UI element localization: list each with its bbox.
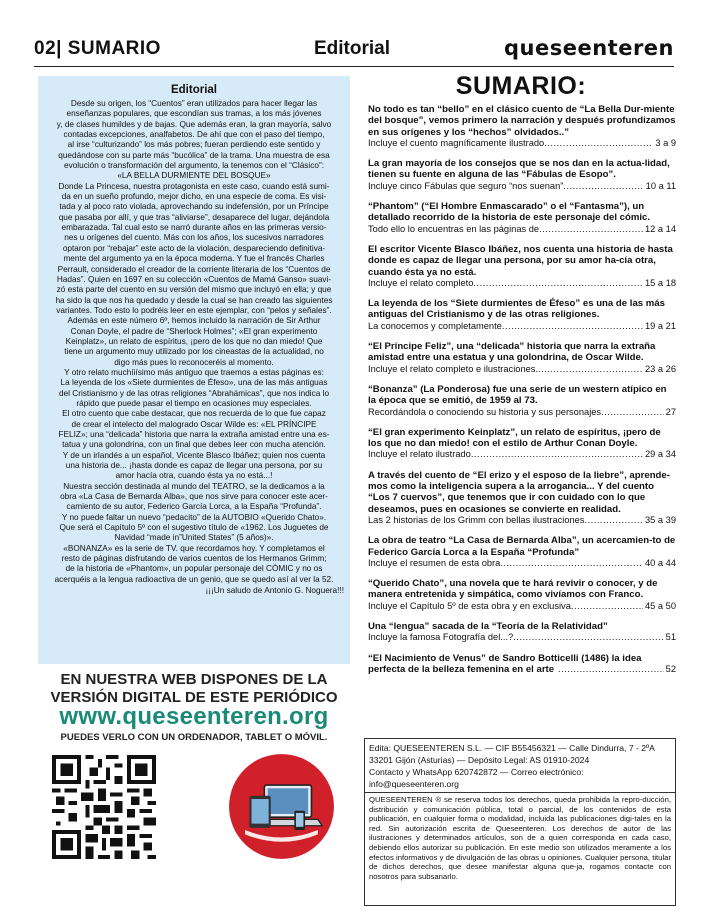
sumario-item[interactable] [368, 427, 676, 461]
sumario-headline: “El gran experimento Keinplatz”, un relato de espíritus, ¡pero de los que no dan miedo! con el estilo de Arthur Conan Doyle. [368, 426, 661, 450]
editorial-line: que pasaba por allí, y que tras “aliviarse”, desaparece del lugar, dejándola [58, 212, 330, 222]
editorial-line: optaron por “rebajar” este acto de la violación, despareciendo definitiva- [62, 243, 326, 253]
sumario-item[interactable] [368, 244, 676, 289]
editorial-line: tada y al poco rato violada, aprovechando su indefensión, por un Príncipe [59, 202, 329, 212]
web-promo-subline: PUEDES VERLO CON UN ORDENADOR, TABLET O MÓVIL. [60, 732, 328, 743]
dot-leader [544, 138, 653, 149]
editorial-line: Y de un irlandés a un español, Vicente Blasco Ibáñez; quien nos cuenta [62, 450, 326, 460]
sumario-pages: 29 a 34 [644, 449, 676, 460]
dot-leader [473, 278, 643, 289]
sumario-headline: La obra de teatro “La Casa de Bernarda Alba”, un acercamien-to de Federico García Lorca a la España “Profunda” [368, 535, 676, 558]
credits-address: 33201 Gijón (Asturias) — Depósito Legal: AS 01910-2024 [369, 755, 590, 765]
sumario-desc-row [368, 407, 676, 418]
dot-leader [563, 181, 643, 192]
sumario-item[interactable] [368, 104, 676, 149]
editorial-line: de crear el intelecto del malogrado Oscar Wilde es: «EL PRÍNCIPE [71, 419, 317, 429]
dot-leader [571, 601, 643, 612]
sumario-headline: “Bonanza” (La Ponderosa) fue una serie de un western atípico en la época que se emitió, de 1959 al 73. [368, 383, 667, 407]
editorial-line: de la historia de «Phantom», un popular personaje del CÓMIC y no os [65, 564, 323, 574]
sumario-desc-row [368, 138, 676, 149]
page-header [34, 36, 674, 66]
sumario-description: Incluye cinco Fábulas que seguro “nos suenan” [368, 180, 564, 191]
sumario-title: SUMARIO: [455, 72, 587, 100]
sumario-headline-text: “El Nacimiento de Venus” de Sandro Botticelli (1486) la idea perfecta de la belleza femenina en el arte [368, 652, 642, 675]
sumario-item[interactable] [368, 621, 676, 644]
editorial-line: zó esta parte del cuento en su versión del mismo que incluyó en ella; y que [56, 285, 332, 295]
qr-code-icon[interactable] [52, 754, 156, 860]
dot-leader [471, 449, 643, 460]
page-number-section: 02| SUMARIO [34, 38, 161, 59]
sumario-headline: La gran mayoría de los consejos que se nos dan en la actua-lidad, tienen su fuente en alguna de las “Fábulas de Esopo”. [368, 158, 670, 181]
editorial-line: obra «La Casa de Bernarda Alba», que nos sirve para conocer este acer- [60, 492, 328, 502]
sumario-headline: El escritor Vicente Blasco Ibáñez, nos cuenta una historia de hasta donde es capaz de llegar una persona, por su amor ha-cía otra, cuando ésta ya no está. [368, 243, 673, 278]
editorial-line: Donde La Princesa, nuestra protagonista en este caso, cuando está sumi- [58, 181, 330, 191]
editorial-line: enseñanzas populares, que escondían sus tramas, a los más jóvenes [66, 109, 322, 119]
sumario-description: Incluye el Capítulo 5º de esta obra y en exclusiva [368, 600, 571, 611]
sumario-pages: 10 a 11 [645, 180, 676, 191]
editorial-line: rápido que puede pasar el tiempo en ocasiones muy especiales. [76, 398, 312, 408]
sumario-headline: “Phantom” (“El Hombre Enmascarado” o el “Fantasma”), un detallado recorrido de la historia de este personaje del cómic. [368, 201, 651, 224]
editorial-line: «BONANZA» es la serie de TV. que recordamos hoy. Y completamos el [63, 543, 325, 553]
editorial-line: Nuestra sección destinada al mundo del TEATRO, se la dedicamos a la [63, 481, 325, 491]
sumario-headline: “El Príncipe Feliz”, una “delicada” historia que narra la extraña amistad entre una estatua y una golondrina, de Oscar Wilde. [368, 341, 656, 364]
sumario-desc-row [368, 515, 676, 526]
editorial-line: Y no puede faltar un nuevo “pedacito” de la AUTOBIO «Querido Chato». [61, 512, 327, 522]
sumario-item[interactable] [368, 158, 676, 192]
editorial-line: «LA BELLA DURMIENTE DEL BOSQUE» [117, 171, 271, 181]
editorial-line: Keinplatz», un relato de espíritus, ¡pero de los que no dan miedo! Que [65, 336, 323, 346]
dot-leader [601, 407, 664, 418]
sumario-desc-row [368, 181, 676, 192]
editorial-line: embarazada. Tal cual esto se narró durante años en las primeras versio- [61, 223, 327, 233]
editorial-line: amor hacía otra, cuando ésta ya no está...! [115, 471, 273, 481]
sumario-desc-row [368, 601, 676, 612]
editorial-line: Hadas”. Quien en 1697 en su colección «Cuentos de Mamá Ganso» suavi- [56, 274, 332, 284]
sumario-pages: 12 a 14 [644, 223, 676, 234]
editorial-line: mente del argumento ya en la época moderna. Y fue el francés Charles [63, 254, 325, 264]
editorial-line: tiene un argumento muy utilizado por los cineastas de la actualidad, no [64, 347, 324, 357]
sumario-headline: Una “lengua” sacada de la “Teoría de la Relatividad” [368, 620, 608, 632]
dot-leader [538, 364, 643, 375]
editorial-line: digo más pues lo reconoceréis al momento. [114, 357, 274, 367]
sumario-description: Incluye la famosa Fotografía del...? [368, 632, 514, 643]
sumario-desc-row [368, 224, 676, 235]
web-promo-heading [38, 671, 350, 707]
editorial-line: evolución o transformación del argumento, la tenemos con el “Clásico”: [63, 161, 324, 171]
editorial-line: y, de clases humildes y de bajas. Que además eran, la gran mayoría, salvo [56, 119, 332, 129]
sumario-list [368, 104, 676, 684]
editorial-line: FELIZ»; una “delicada” historia que narra la extraña amistad entre una es- [58, 430, 330, 439]
sumario-desc-row [368, 364, 676, 375]
editorial-line: acerquéis a la lengua radioactiva de un genio, que se quedo así al ver la 52. [54, 574, 334, 584]
editorial-line: Además en este número 6º, hemos incluido la narración de Sir Arthur [67, 316, 321, 326]
sumario-description: Incluye el cuento magníficamente ilustrado [368, 137, 545, 148]
editorial-line: El otro cuento que cabe destacar, que nos recuerda de lo que fue capaz [62, 409, 326, 419]
editorial-line: al irse “culturizando” los más pobres; fueran perdiendo este sentido y [67, 140, 321, 150]
sumario-pages: 51 [665, 632, 676, 643]
sumario-desc-row [368, 278, 676, 289]
dot-leader [585, 515, 643, 526]
sumario-pages: 23 a 26 [644, 363, 676, 374]
editorial-signature: ¡¡¡Un saludo de Antonio G. Noguera!!! [205, 586, 344, 596]
dot-leader [539, 224, 643, 235]
sumario-desc-row [368, 449, 676, 460]
dot-leader [502, 321, 643, 332]
editorial-line: Conan Doyle, el padre de “Sherlock Holmes”; «El gran experimento [70, 326, 318, 336]
sumario-desc-row [368, 632, 676, 643]
devices-illustration-icon [228, 753, 335, 860]
dot-leader [558, 664, 664, 675]
sumario-headline: No todo es tan “bello” en el clásico cuento de “La Bella Dur-miente del bosque”, vemos primero la narración y después profundizamos en sus orígenes y los “hechos” olvidados..” [368, 104, 676, 138]
editorial-line: Navidad “made in”United States” (5 años)». [114, 533, 274, 543]
sumario-headline: La leyenda de los “Siete durmientes de Éfeso” es una de las más antiguas del Cristianismo y de las otras religiones. [368, 298, 665, 321]
dot-leader [500, 558, 643, 569]
sumario-description: Incluye el relato completo e ilustraciones. [368, 363, 539, 374]
sumario-pages: 27 [665, 406, 676, 417]
web-url-link[interactable]: www.queseenteren.org [59, 703, 329, 730]
editorial-line: da en un sueño profundo, mejor dicho, en una especie de coma. Es visi- [61, 192, 327, 202]
sumario-pages: 15 a 18 [644, 277, 676, 288]
editorial-line: ha sido la que nos ha quedado y desde la cual se han creado las siguientes [55, 295, 333, 305]
sumario-desc-row [368, 558, 676, 569]
sumario-headline: “Querido Chato”, una novela que te hará revivir o conocer, y de manera entretenida y simpática, como vivíamos con Franco. [368, 578, 658, 601]
credits-publisher: Edita: QUESEENTEREN S.L. — CIF B55456321 — Calle Dindurra, 7 - 2ºA [369, 743, 655, 753]
sumario-pages: 52 [665, 663, 676, 674]
editorial-line: variantes. Todo esto lo podréis leer en este ejemplar, con “pelos y señales”. [56, 305, 332, 315]
sumario-item[interactable] [368, 201, 676, 235]
editorial-line: Perrault, considerado el creador de la corriente literaria de los “Cuentos de [57, 264, 331, 274]
editorial-line: Que será el Capítulo 5º con el sugestivo título de «1962. Los Juguetes de [59, 523, 329, 533]
sumario-pages: 3 a 9 [655, 137, 676, 148]
sumario-pages: 19 a 21 [644, 320, 676, 331]
editorial-line: una historia de... ¡hasta donde es capaz de llegar una persona, por su [65, 461, 323, 471]
editorial-line: quedándose con su parte más “bucólica” de la trama. Una muestra de esa [58, 150, 330, 160]
sumario-item[interactable] [368, 298, 676, 332]
sumario-item[interactable] [368, 578, 676, 612]
credits-legal-notice: QUESEENTEREN ® se reserva todos los derechos, queda prohibida la repro-ducción, distribución y comunicación pública, total o parcial, de los contenidos de esta publicación, en cualquier forma o modalidad, incluida las publicaciones digi-tales en la red. Sin autorización escrita de Queseenteren. Los derechos de autor de las ilustraciones y determinados artículos, son de a quien corresponda en cada caso, debiendo ellos autorizar su publicación. En este medio son utilizados meramente a los efectos informativos y de divulgación de las obras u opiniones. Cualquier persona, titular de dichos derechos, que desee manifestar alguna que-ja, rogamos contacte con nosotros para subsanarlo. [369, 795, 671, 881]
web-promo-line1: EN NUESTRA WEB DISPONES DE LA [60, 671, 328, 688]
section-label: Editorial [314, 38, 391, 59]
brand-logo: queseenteren [504, 36, 674, 60]
editorial-line: nes u orígenes del cuento. Más con los años, los sucesivos narradores [64, 233, 324, 243]
sumario-item[interactable] [368, 535, 676, 569]
dot-leader [513, 632, 663, 643]
sumario-pages: 40 a 44 [644, 557, 676, 568]
sumario-description: Todo ello lo encuentras en las páginas de [368, 223, 540, 234]
sumario-description: Incluye el resumen de esta obra [368, 557, 501, 568]
editorial-line: tatua y una golondrina, con un final que debes leer con mucha atención. [62, 440, 326, 450]
sumario-pages: 45 a 50 [644, 600, 676, 611]
editorial-line: Y otro relato muchíiísimo más antiguo que traemos a estas páginas es: [64, 367, 324, 377]
editorial-line: La leyenda de los «Siete durmientes de Éfeso», una de las más antiguas [60, 378, 328, 388]
editorial-title: Editorial [170, 84, 217, 96]
web-promo-line2: VERSIÓN DIGITAL DE ESTE PERIÓDICO [50, 689, 338, 706]
editorial-line: resto de páginas disfrutando de varios cuentos de los Hermanos Grimm; [61, 554, 327, 564]
editorial-line: contadas excepciones, analfabetos. De ahí que con el paso del tiempo, [63, 130, 325, 140]
sumario-description: La conocemos y completamente [368, 320, 502, 331]
editorial-body [38, 96, 350, 585]
editorial-line: del Cristianismo y de las otras religiones “Abrahámicas”, que nos indica lo [58, 388, 330, 398]
sumario-description: Las 2 historias de los Grimm con bellas ilustraciones [368, 514, 585, 525]
sumario-pages: 35 a 39 [644, 514, 676, 525]
sumario-description: Recordándola o conociendo su historia y sus personajes [368, 406, 602, 417]
sumario-desc-row [368, 321, 676, 332]
sumario-item[interactable] [368, 470, 676, 526]
sumario-item[interactable] [368, 384, 676, 418]
credits-contact: Contacto y WhatsApp 620742872 — Correo electrónico: info@queseenteren.org [369, 767, 584, 789]
sumario-headline: A través del cuento de “El erizo y el esposo de la liebre”, aprende-mos como la inteligencia supera a la arrogancia... Y del cuento “Los 7 cuervos”, que tenemos que ir con cuidado con lo que deseamos, pues en ocasiones se convierte en realidad. [368, 469, 670, 515]
credits-box [364, 738, 676, 906]
editorial-box [38, 76, 350, 664]
sumario-item[interactable] [368, 653, 676, 676]
sumario-item[interactable] [368, 341, 676, 375]
header-divider [34, 66, 674, 67]
editorial-line: camiento de su autor, Federico García Lorca, a la España “Profunda”. [66, 502, 322, 512]
editorial-line: Desde su origen, los “Cuentos” eran utilizados para hacer llegar las [70, 99, 318, 108]
sumario-description: Incluye el relato completo [368, 277, 474, 288]
sumario-description: Incluye el relato ilustrado [368, 449, 471, 460]
